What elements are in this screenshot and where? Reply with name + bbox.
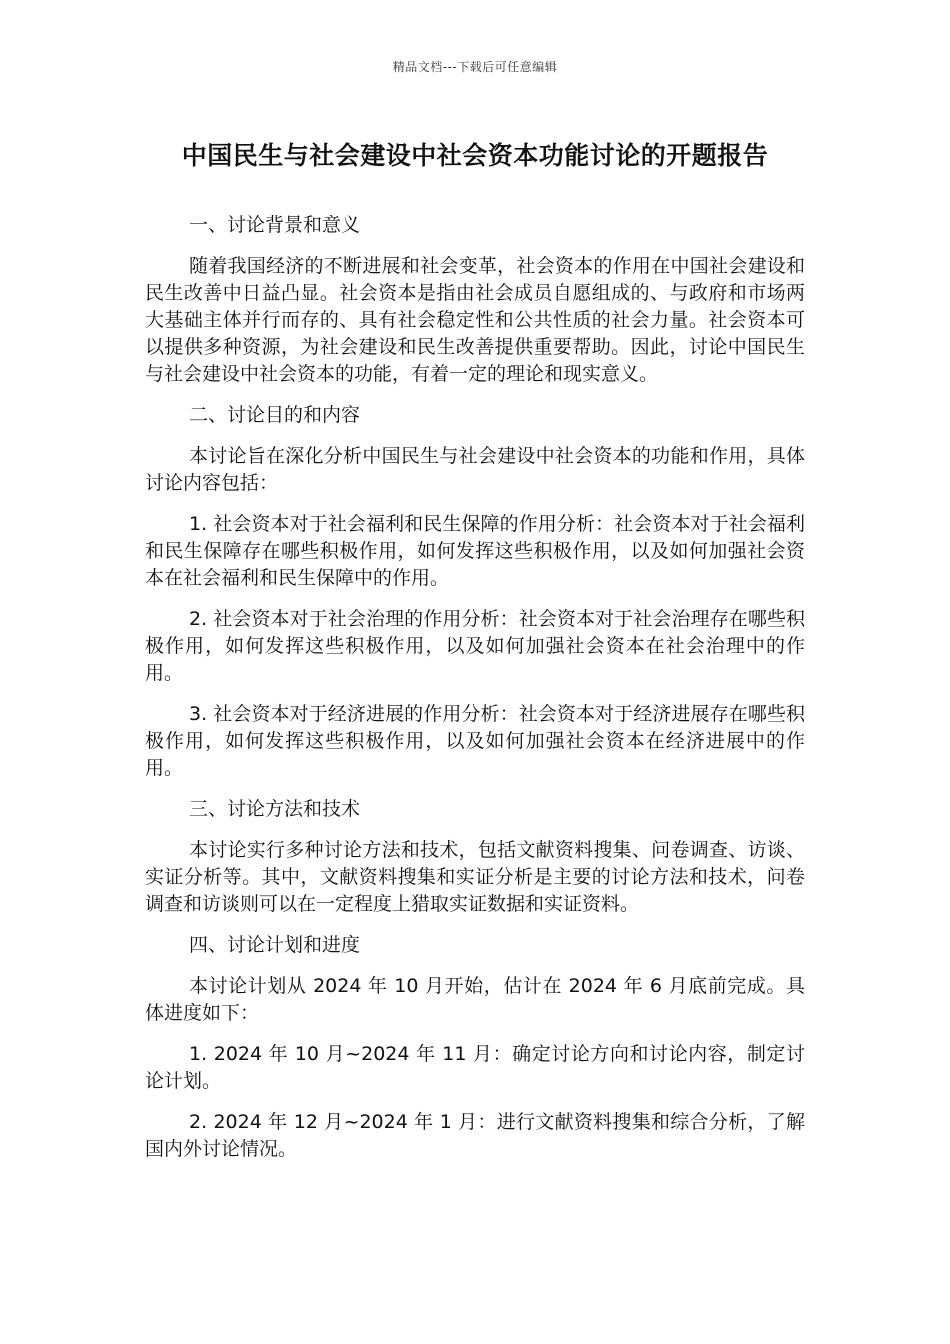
schedule-item-2: 2. 2024 年 12 月~2024 年 1 月：进行文献资料搜集和综合分析，了解国内外讨论情况。 [145, 1111, 805, 1160]
list-item-welfare: 1. 社会资本对于社会福利和民生保障的作用分析：社会资本对于社会福利和民生保障存在哪些积极作用，如何发挥这些积极作用，以及如何加强社会资本在社会福利和民生保障中的作用。 [145, 513, 805, 589]
paragraph-purpose-intro: 本讨论旨在深化分析中国民生与社会建设中社会资本的功能和作用，具体讨论内容包括： [145, 445, 805, 494]
schedule-item-1: 1. 2024 年 10 月~2024 年 11 月：确定讨论方向和讨论内容，制定讨论计划。 [145, 1043, 805, 1092]
section-heading-methods: 三、讨论方法和技术 [189, 798, 361, 820]
list-item-economy: 3. 社会资本对于经济进展的作用分析：社会资本对于经济进展存在哪些积极作用，如何发挥这些积极作用，以及如何加强社会资本在经济进展中的作用。 [145, 703, 805, 779]
paragraph-methods: 本讨论实行多种讨论方法和技术，包括文献资料搜集、问卷调查、访谈、实证分析等。其中，文献资料搜集和实证分析是主要的讨论方法和技术，问卷调查和访谈则可以在一定程度上猎取实证数据和实证资料。 [145, 839, 805, 915]
header-note: 精品文档---下载后可任意编辑 [392, 60, 558, 74]
section-heading-schedule: 四、讨论计划和进度 [189, 934, 361, 956]
document-body [145, 212, 805, 1177]
section-heading-purpose: 二、讨论目的和内容 [189, 404, 361, 426]
list-item-governance: 2. 社会资本对于社会治理的作用分析：社会资本对于社会治理存在哪些积极作用，如何发挥这些积极作用，以及如何加强社会资本在社会治理中的作用。 [145, 608, 805, 684]
document-title: 中国民生与社会建设中社会资本功能讨论的开题报告 [181, 141, 769, 170]
section-heading-background: 一、讨论背景和意义 [189, 214, 361, 236]
paragraph-schedule-intro: 本讨论计划从 2024 年 10 月开始，估计在 2024 年 6 月底前完成。具体进度如下： [145, 975, 805, 1024]
paragraph-background: 随着我国经济的不断进展和社会变革，社会资本的作用在中国社会建设和民生改善中日益凸显。社会资本是指由社会成员自愿组成的、与政府和市场两大基础主体并行而存的、具有社会稳定性和公共性质的社会力量。社会资本可以提供多种资源，为社会建设和民生改善提供重要帮助。因此，讨论中国民生与社会建设中社会资本的功能，有着一定的理论和现实意义。 [145, 255, 805, 385]
